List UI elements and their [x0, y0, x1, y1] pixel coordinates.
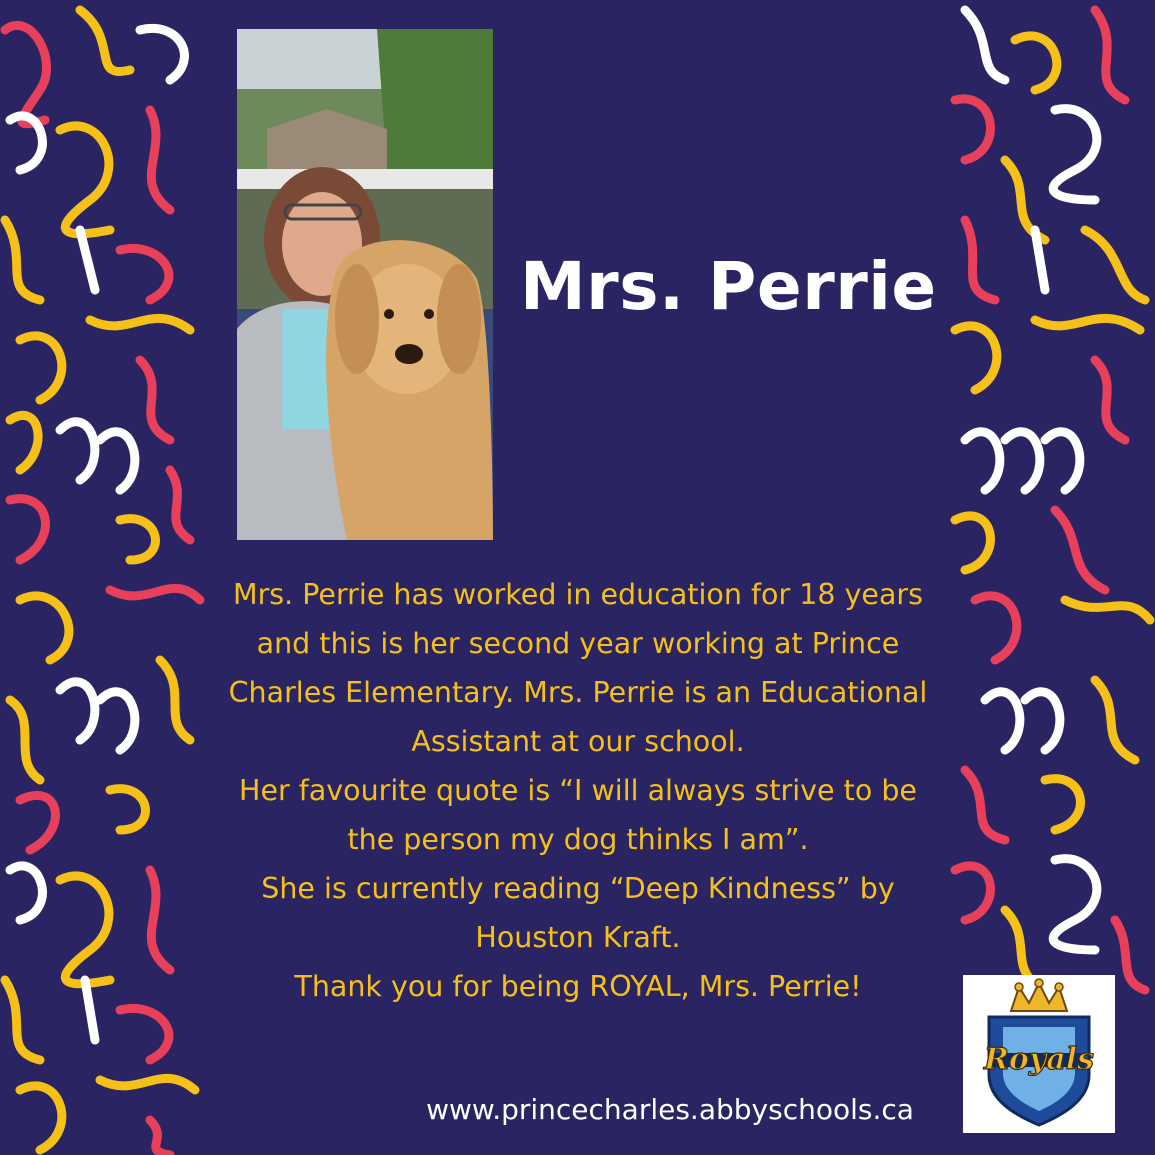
bio-text — [205, 570, 951, 1011]
royals-shield-icon — [963, 975, 1115, 1133]
bio-line: Charles Elementary. Mrs. Perrie is an Educational — [228, 676, 928, 709]
logo-text: Royals — [983, 1042, 1095, 1077]
bio-line: Assistant at our school. — [411, 725, 745, 758]
bio-line: Her favourite quote is “I will always strive to be — [239, 774, 917, 807]
confetti-squiggles-left — [0, 0, 210, 1155]
portrait-photo — [237, 29, 493, 540]
bio-line: Thank you for being ROYAL, Mrs. Perrie! — [294, 970, 862, 1003]
bio-line: the person my dog thinks I am”. — [347, 823, 809, 856]
bio-line: and this is her second year working at Prince — [256, 627, 900, 660]
royals-logo — [963, 975, 1115, 1133]
bio-line: Houston Kraft. — [475, 921, 681, 954]
page-title: Mrs. Perrie — [520, 248, 937, 325]
bio-line: She is currently reading “Deep Kindness” by — [261, 872, 895, 905]
bio-line: Mrs. Perrie has worked in education for 18 years — [232, 578, 923, 611]
website-url: www.princecharles.abbyschools.ca — [426, 1093, 914, 1126]
photo-illustration — [237, 29, 493, 540]
